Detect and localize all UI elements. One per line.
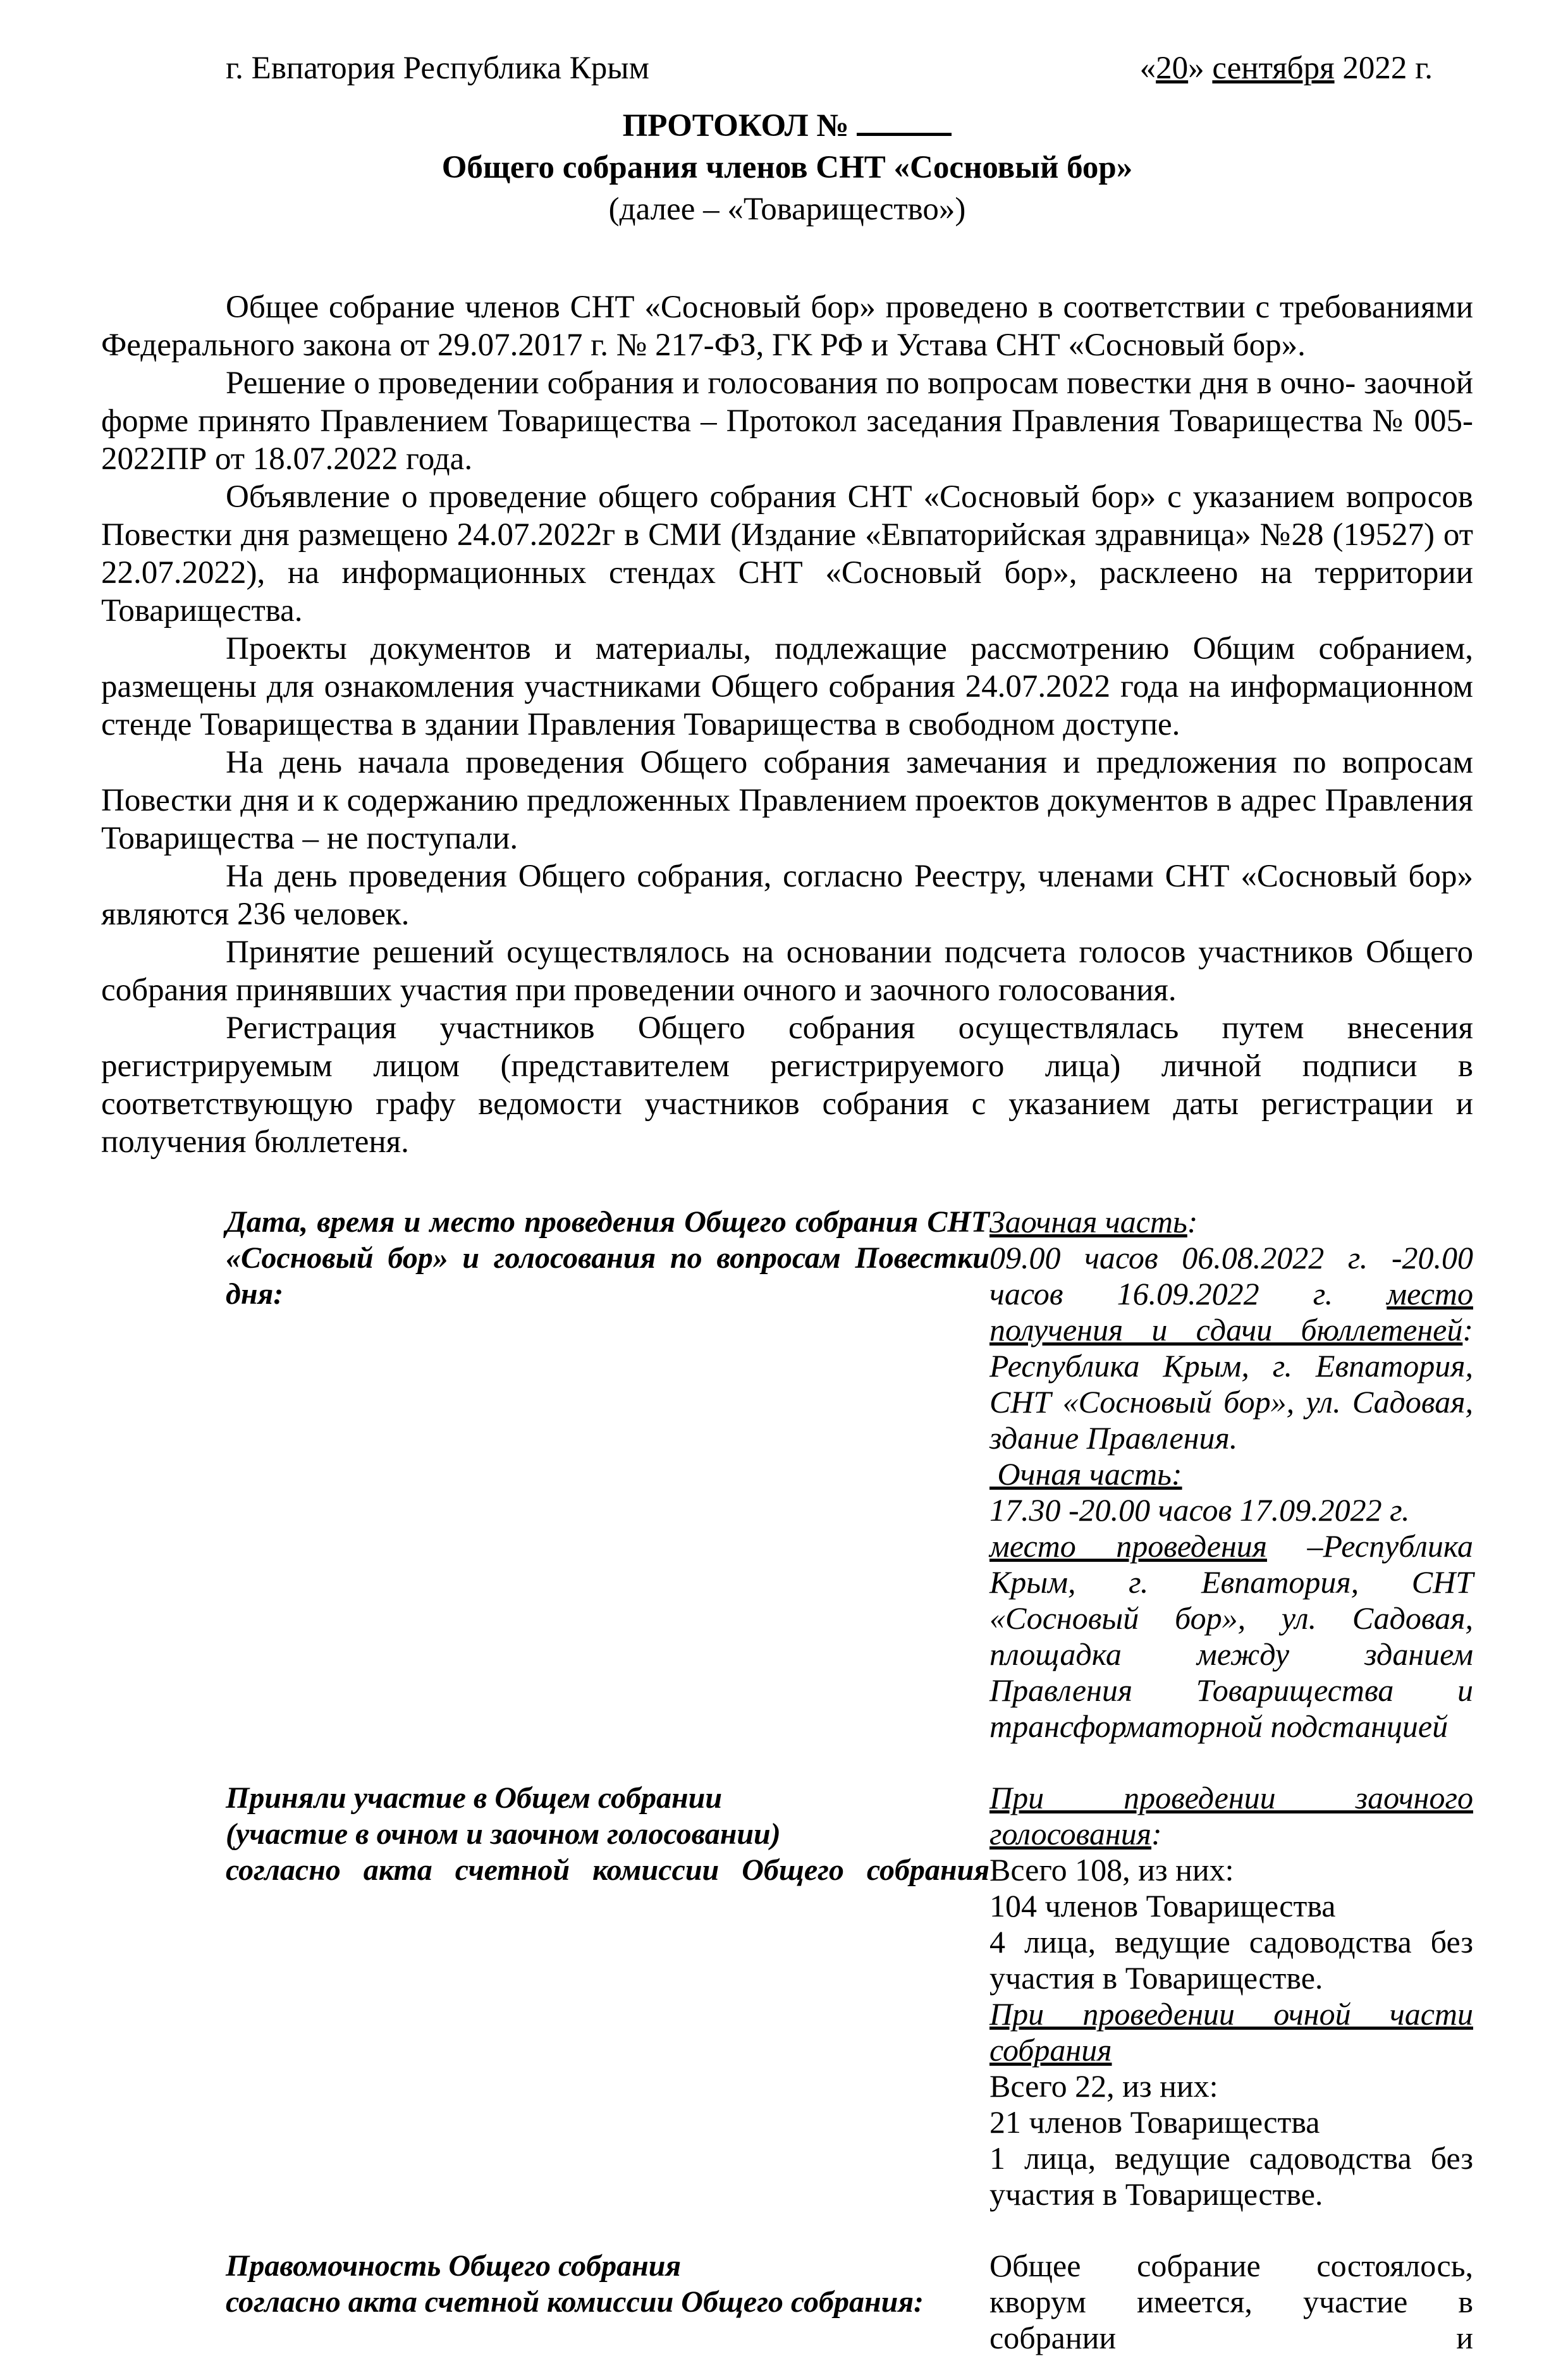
absentee-part-label: Заочная часть:	[989, 1204, 1198, 1239]
quorum-statement: Общее собрание состоялось, кворум имеется, участие в собрании и	[989, 2248, 1473, 2355]
paragraph-legal-basis: Общее собрание членов СНТ «Сосновый бор» проведено в соответствии с требованиями Федерального закона от 29.07.2017 г. № 217-ФЗ, ГК РФ и Устава СНТ «Сосновый бор».	[101, 290, 1473, 363]
datetime-heading-line2: «Сосновый бор» и голосования по вопросам Повестки	[226, 1241, 989, 1275]
date-year: 2022 г.	[1334, 51, 1433, 86]
absentee-part-details: 09.00 часов 06.08.2022 г. -20.00 часов 16.09.2022 г. место получения и сдачи бюллетеней: Республика Крым, г. Евпатория, СНТ «Сосновый бор», ул. Садовая, здание Правления.	[989, 1240, 1473, 1456]
paragraph-registration: Регистрация участников Общего собрания осуществлялась путем внесения регистрируемым лицом (представителем регистрируемого лица) личной подписи в соответствующую графу ведомости участников собрания с указанием даты регистрации и получения бюллетеня.	[101, 1010, 1473, 1160]
absentee-total: Всего 108, из них:	[989, 1852, 1234, 1887]
title-block	[101, 105, 1473, 230]
quorum-heading-line1: Правомочность Общего собрания	[226, 2249, 682, 2283]
quorum-heading	[101, 2248, 989, 2356]
date-close-quote: »	[1188, 51, 1213, 86]
participants-heading	[101, 1780, 989, 2212]
date-open-quote: «	[1139, 51, 1156, 86]
paragraph-members-count: На день проведения Общего собрания, согласно Реестру, членами СНТ «Сосновый бор» являются 236 человек.	[101, 859, 1473, 932]
document-subtitle-note: (далее – «Товарищество»)	[608, 192, 966, 227]
participants-value	[989, 1780, 1473, 2212]
document-title	[101, 105, 1473, 147]
quorum-heading-line2: согласно акта счетной комиссии Общего собрания:	[226, 2285, 924, 2319]
header-date	[1140, 49, 1433, 87]
in-person-place-details: место проведения –Республика Крым, г. Евпатория, СНТ «Сосновый бор», ул. Садовая, площадка между зданием Правления Товарищества и трансформаторной подстанцией	[989, 1528, 1473, 1744]
absentee-members: 104 членов Товарищества	[989, 1888, 1336, 1923]
protocol-number-blank	[857, 126, 952, 136]
paragraph-announcement: Объявление о проведение общего собрания СНТ «Сосновый бор» с указанием вопросов Повестки дня размещено 24.07.2022г в СМИ (Издание «Евпаторийская здравница» №28 (19527) от 22.07.2022), на информационных стендах СНТ «Сосновый бор», расклеено на территории Товарищества.	[101, 479, 1473, 629]
date-day: 20	[1156, 51, 1189, 86]
in-person-voting-label: При проведении очной части собрания	[989, 1996, 1473, 2068]
datetime-heading-line3: дня:	[226, 1277, 284, 1311]
in-person-total: Всего 22, из них:	[989, 2068, 1218, 2104]
ballot-place-underline: место получения и сдачи бюллетеней	[989, 1276, 1473, 1347]
quorum-value	[989, 2248, 1473, 2356]
participants-heading-line2: (участие в очном и заочном голосовании)	[226, 1817, 781, 1851]
in-person-part-label: Очная часть:	[989, 1456, 1182, 1492]
document-header	[101, 49, 1473, 87]
in-person-members: 21 членов Товарищества	[989, 2104, 1320, 2140]
details-table	[101, 1204, 1473, 2356]
paragraph-remarks: На день начала проведения Общего собрания замечания и предложения по вопросам Повестки дня и к содержанию предложенных Правлением проектов документов в адрес Правления Товарищества – не поступали.	[101, 745, 1473, 856]
date-month: сентября	[1212, 51, 1335, 86]
header-place: г. Евпатория Республика Крым	[226, 51, 649, 86]
datetime-heading-line1: Дата, время и место проведения Общего собрания СНТ	[226, 1205, 989, 1239]
table-row-quorum	[101, 2248, 1473, 2356]
title-prefix: ПРОТОКОЛ №	[622, 108, 857, 144]
participants-heading-line1: Приняли участие в Общем собрании	[226, 1781, 723, 1815]
table-row-participants	[101, 1780, 1473, 2212]
participants-heading-line3: согласно акта счетной комиссии Общего собрания	[226, 1853, 989, 1887]
document-subtitle: Общего собрания членов СНТ «Сосновый бор»	[441, 150, 1133, 185]
in-person-time: 17.30 -20.00 часов 17.09.2022 г.	[989, 1492, 1410, 1528]
paragraph-decision: Решение о проведении собрания и голосования по вопросам повестки дня в очно- заочной форме принято Правлением Товарищества – Протокол заседания Правления Товарищества № 005-2022ПР от 18.07.2022 года.	[101, 365, 1473, 477]
absentee-nonmembers: 4 лица, ведущие садоводства без участия в Товариществе.	[989, 1924, 1473, 1996]
paragraph-vote-counting: Принятие решений осуществлялось на основании подсчета голосов участников Общего собрания принявших участия при проведении очного и заочного голосования.	[101, 935, 1473, 1008]
in-person-nonmembers: 1 лица, ведущие садоводства без участия в Товариществе.	[989, 2140, 1473, 2212]
datetime-heading	[101, 1204, 989, 1745]
absentee-voting-label: При проведении заочного голосования:	[989, 1780, 1473, 1851]
venue-underline: место проведения	[989, 1528, 1268, 1564]
table-row-datetime	[101, 1204, 1473, 1745]
paragraph-documents: Проекты документов и материалы, подлежащие рассмотрению Общим собранием, размещены для ознакомления участниками Общего собрания 24.07.2022 года на информационном стенде Товарищества в здании Правления Товарищества в свободном доступе.	[101, 631, 1473, 742]
datetime-value	[989, 1204, 1473, 1745]
